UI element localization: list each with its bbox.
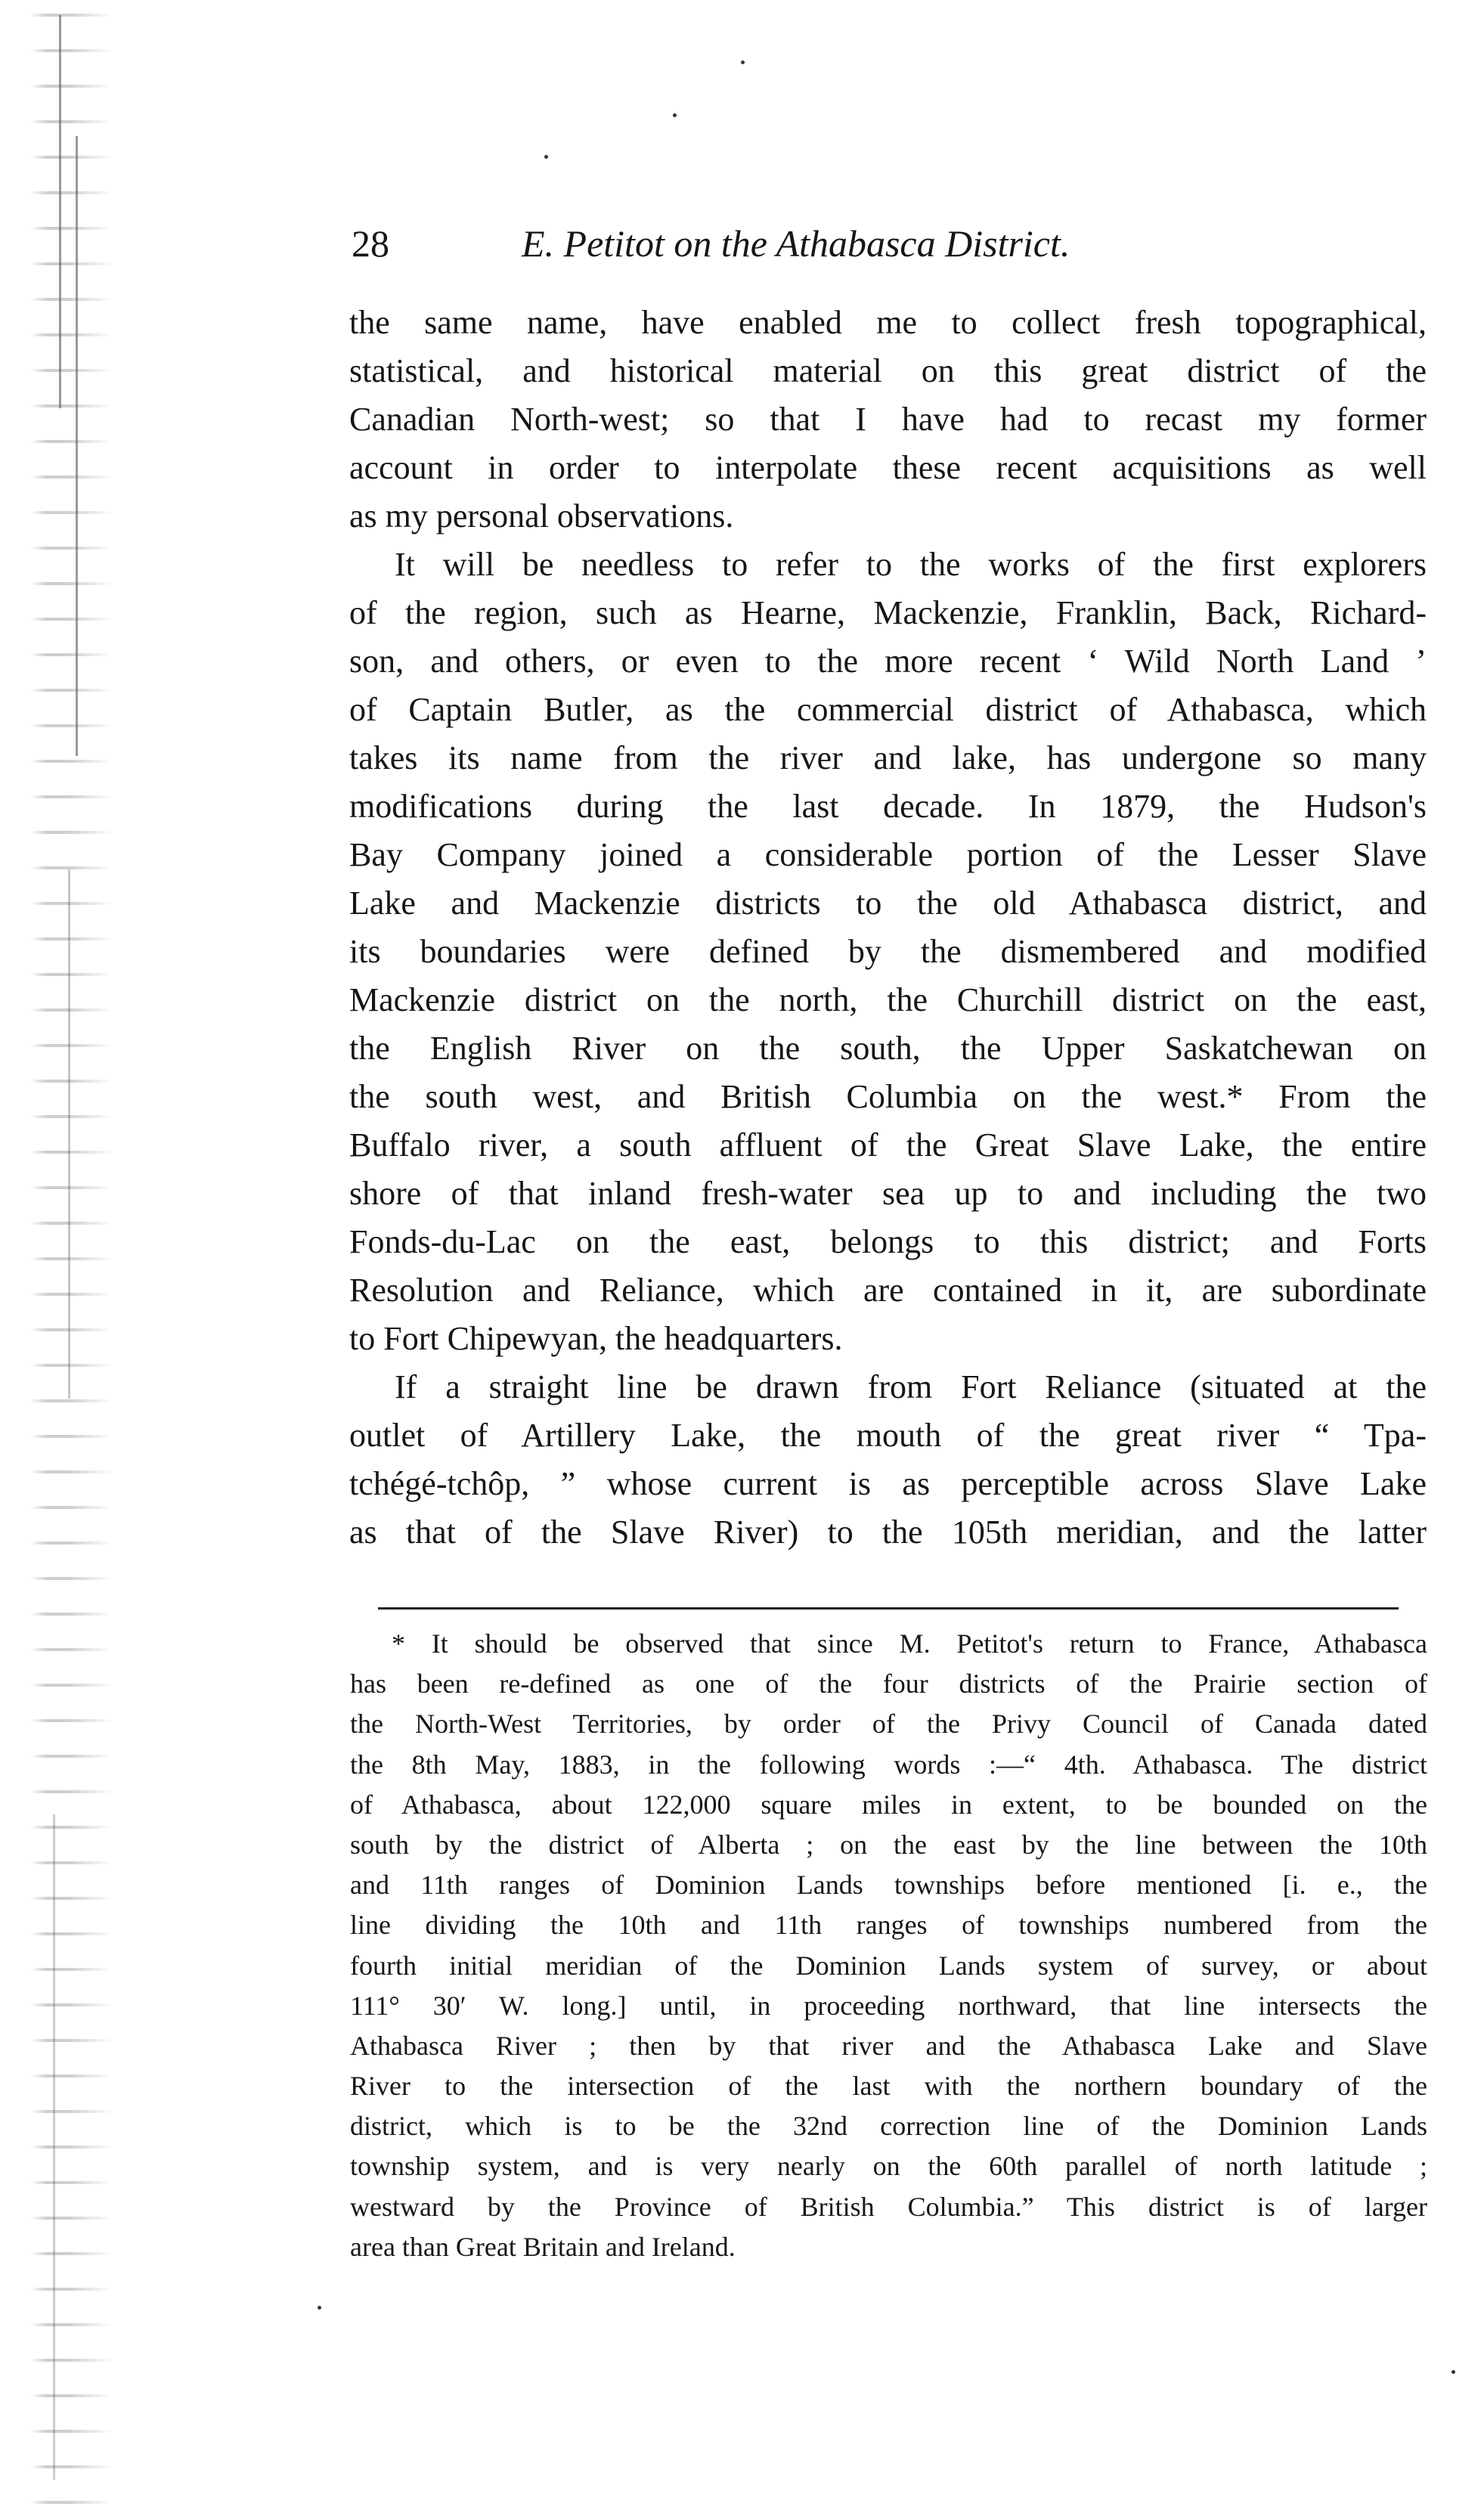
text-line: of Captain Butler, as the commercial district of Athabasca, which: [349, 691, 1427, 728]
scan-speck: [318, 2306, 321, 2310]
text-line: as my personal observations.: [349, 497, 734, 534]
text-line: Mackenzie district on the north, the Churchill district on the east,: [349, 981, 1427, 1018]
footnote-line: of Athabasca, about 122,000 square miles in extent, to be bounded on the: [350, 1789, 1427, 1820]
gutter-mark: [53, 1814, 55, 2480]
body-text: [349, 299, 1427, 1557]
text-line: as that of the Slave River) to the 105th meridian, and the latter: [349, 1514, 1427, 1551]
footnote-line: south by the district of Alberta ; on the east by the line between the 10th: [350, 1829, 1427, 1860]
text-line: If a straight line be drawn from Fort Reliance (situated at the: [395, 1368, 1427, 1405]
scan-speck: [673, 113, 677, 117]
running-header: [352, 213, 1425, 274]
text-line: account in order to interpolate these recent acquisitions as well: [349, 449, 1427, 486]
text-line: Resolution and Reliance, which are contained in it, are subordinate: [349, 1272, 1427, 1309]
text-line: son, and others, or even to the more recent ‘ Wild North Land ’: [349, 643, 1427, 680]
text-line: the south west, and British Columbia on the west.* From the: [349, 1078, 1427, 1115]
text-line: Fonds-du-Lac on the east, belongs to this district; and Forts: [349, 1223, 1427, 1260]
footnote-line: westward by the Province of British Columbia.” This district is of larger: [350, 2191, 1427, 2222]
text-line: statistical, and historical material on this great district of the: [349, 352, 1427, 389]
binding-gutter: [30, 0, 113, 2519]
text-line: shore of that inland fresh-water sea up to and including the two: [349, 1175, 1427, 1212]
gutter-mark: [59, 15, 61, 408]
gutter-mark: [76, 136, 78, 756]
footnote-line: area than Great Britain and Ireland.: [350, 2231, 736, 2262]
text-line: It will be needless to refer to the works of the first explorers: [395, 546, 1427, 583]
footnote-line: and 11th ranges of Dominion Lands townships before mentioned [i. e., the: [350, 1870, 1427, 1901]
footnote-line: the 8th May, 1883, in the following words :—“ 4th. Athabasca. The district: [350, 1749, 1427, 1780]
footnote-line: has been re-defined as one of the four districts of the Prairie section of: [350, 1668, 1427, 1699]
scan-speck: [1451, 2370, 1455, 2374]
footnote-line: district, which is to be the 32nd correction line of the Dominion Lands: [350, 2111, 1427, 2142]
scan-speck: [544, 155, 548, 159]
text-line: Lake and Mackenzie districts to the old Athabasca district, and: [349, 885, 1427, 922]
footnote: [350, 1624, 1427, 2267]
text-line: its boundaries were defined by the dismembered and modified: [349, 933, 1427, 970]
text-line: tchégé-tchôp, ” whose current is as perceptible across Slave Lake: [349, 1465, 1427, 1502]
text-line: the English River on the south, the Upper Saskatchewan on: [349, 1030, 1427, 1067]
footnote-rule: [378, 1607, 1399, 1610]
text-line: the same name, have enabled me to collect fresh topographical,: [349, 304, 1427, 341]
footnote-line: * It should be observed that since M. Petitot's return to France, Athabasca: [392, 1628, 1427, 1659]
footnote-line: Athabasca River ; then by that river and the Athabasca Lake and Slave: [350, 2030, 1427, 2061]
text-line: modifications during the last decade. In 1879, the Hudson's: [349, 788, 1427, 825]
footnote-line: River to the intersection of the last with the northern boundary of the: [350, 2071, 1427, 2102]
text-line: Bay Company joined a considerable portion of the Lesser Slave: [349, 836, 1427, 873]
gutter-mark: [68, 869, 70, 1399]
footnote-line: the North-West Territories, by order of the Privy Council of Canada dated: [350, 1709, 1427, 1740]
running-title: E. Petitot on the Athabasca District.: [522, 222, 1070, 265]
text-line: outlet of Artillery Lake, the mouth of the great river “ Tpa-: [349, 1417, 1427, 1454]
footnote-line: line dividing the 10th and 11th ranges of townships numbered from the: [350, 1910, 1427, 1941]
text-line: Buffalo river, a south affluent of the Great Slave Lake, the entire: [349, 1126, 1427, 1163]
text-line: of the region, such as Hearne, Mackenzie, Franklin, Back, Richard-: [349, 594, 1427, 631]
footnote-line: township system, and is very nearly on the 60th parallel of north latitude ;: [350, 2151, 1427, 2182]
text-line: takes its name from the river and lake, has undergone so many: [349, 739, 1427, 776]
text-line: to Fort Chipewyan, the headquarters.: [349, 1320, 843, 1357]
footnote-line: fourth initial meridian of the Dominion Lands system of survey, or about: [350, 1950, 1427, 1981]
text-line: Canadian North-west; so that I have had to recast my former: [349, 401, 1427, 438]
page-number: 28: [352, 222, 389, 265]
footnote-line: 111° 30′ W. long.] until, in proceeding northward, that line intersects the: [350, 1990, 1427, 2021]
scan-speck: [741, 60, 745, 64]
